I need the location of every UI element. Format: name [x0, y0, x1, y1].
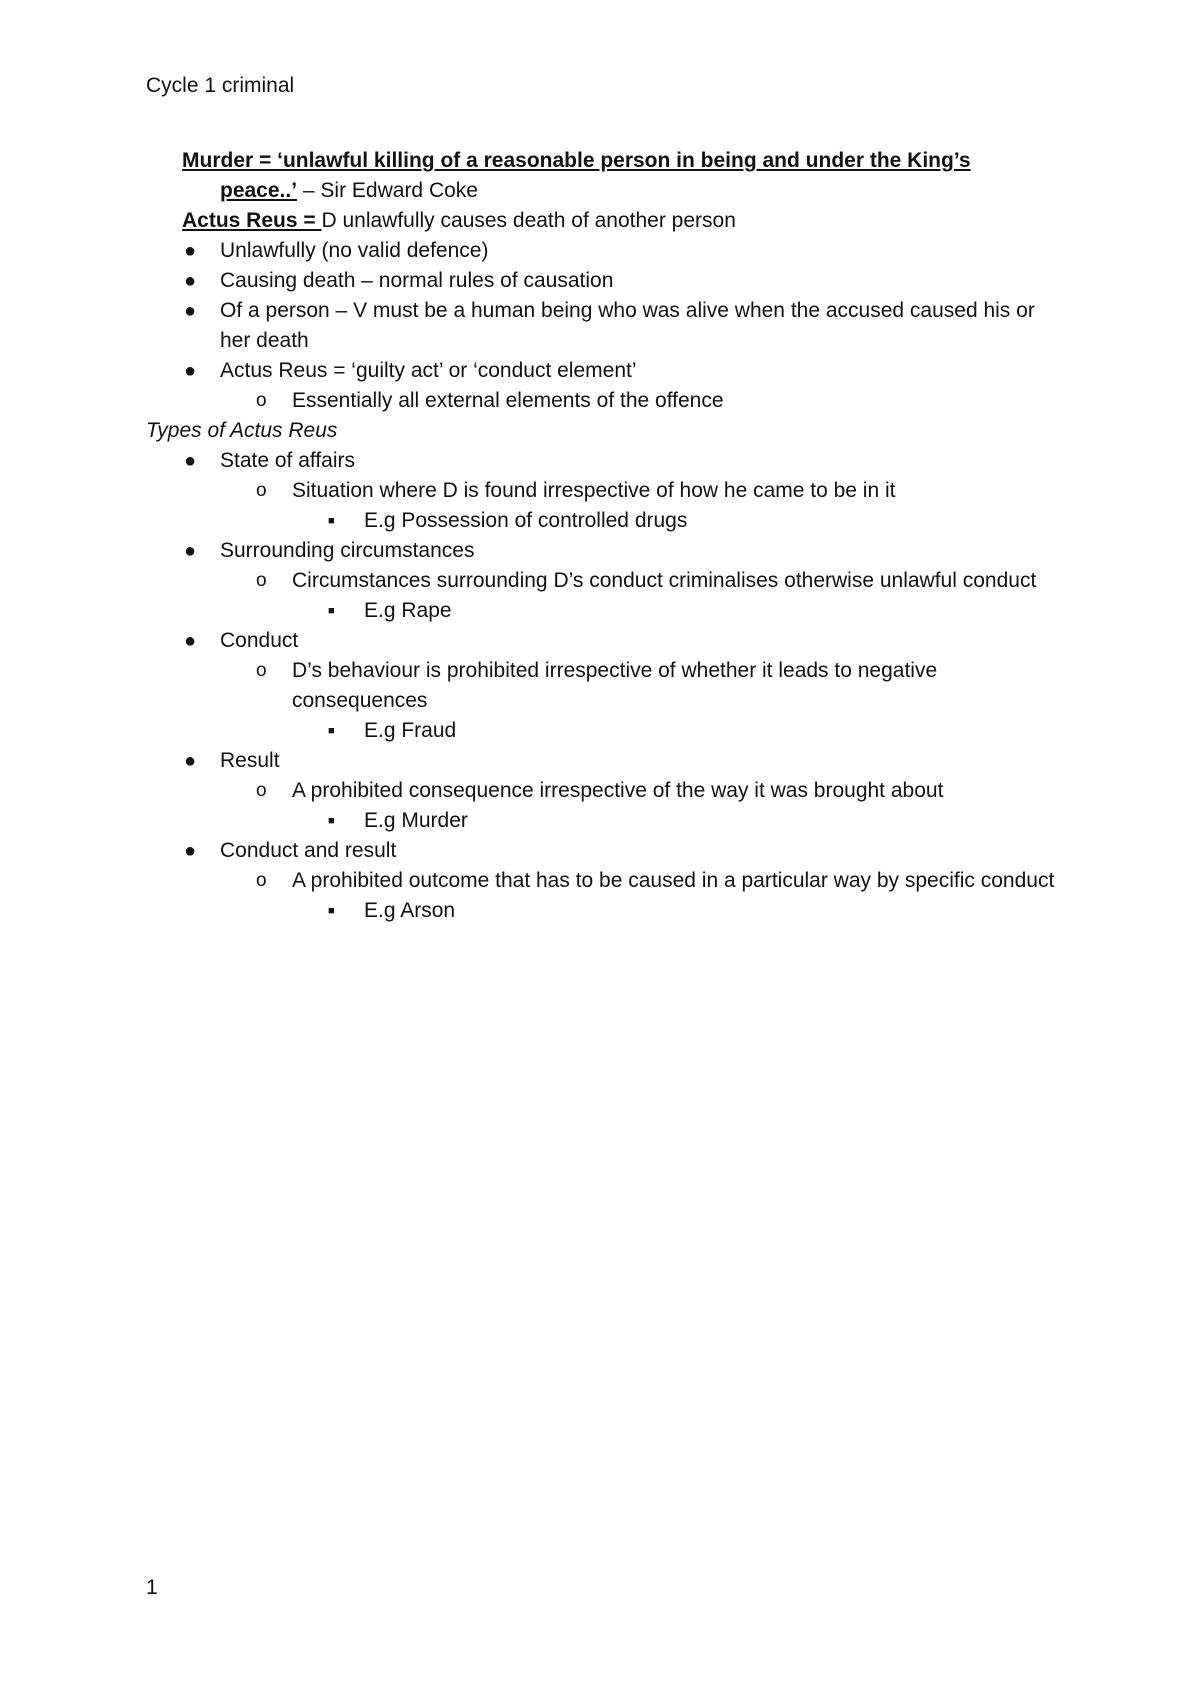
list-subitem: o Circumstances surrounding D’s conduct criminalises otherwise unlawful conduct	[182, 566, 1062, 596]
list-item: ● State of affairs	[182, 446, 1062, 476]
murder-definition	[182, 146, 1062, 176]
bullet-icon: ●	[184, 540, 197, 562]
list-item: ● Result	[182, 746, 1062, 776]
list-subitem: o A prohibited consequence irrespective of the way it was brought about	[182, 776, 1062, 806]
bullet-icon: ●	[184, 300, 197, 322]
murder-definition-continued	[182, 176, 1062, 206]
list-item: ● Surrounding circumstances	[182, 536, 1062, 566]
list-example: ■ E.g Murder	[182, 806, 1062, 836]
list-item: ● Of a person – V must be a human being who was alive when the accused caused his or her death	[182, 296, 1062, 356]
actus-reus-text: D unlawfully causes death of another person	[321, 209, 736, 232]
square-bullet-icon: ■	[328, 815, 335, 827]
document-body	[146, 146, 1062, 926]
list-item: ● Actus Reus = ‘guilty act’ or ‘conduct element’	[182, 356, 1062, 386]
circle-bullet-icon: o	[256, 660, 267, 681]
square-bullet-icon: ■	[328, 725, 335, 737]
list-item: ● Conduct	[182, 626, 1062, 656]
list-subitem: o Situation where D is found irrespective of how he came to be in it	[182, 476, 1062, 506]
list-item: ● Causing death – normal rules of causation	[182, 266, 1062, 296]
actus-reus-definition	[182, 206, 1062, 236]
circle-bullet-icon: o	[256, 870, 267, 891]
types-heading: Types of Actus Reus	[146, 419, 338, 442]
murder-definition-end: peace..’	[220, 179, 298, 202]
bullet-icon: ●	[184, 750, 197, 772]
actus-reus-label: Actus Reus =	[182, 209, 322, 232]
list-item: ● Unlawfully (no valid defence)	[182, 236, 1062, 266]
bullet-icon: ●	[184, 630, 197, 652]
list-item: ● Conduct and result	[182, 836, 1062, 866]
list-example: ■ E.g Rape	[182, 596, 1062, 626]
list-subitem: o A prohibited outcome that has to be caused in a particular way by specific conduct	[182, 866, 1062, 896]
bullet-icon: ●	[184, 450, 197, 472]
list-subitem: o D’s behaviour is prohibited irrespective of whether it leads to negative consequences	[182, 656, 1062, 716]
attribution: – Sir Edward Coke	[297, 179, 478, 202]
page-header: Cycle 1 criminal	[146, 74, 295, 97]
list-example: ■ E.g Possession of controlled drugs	[182, 506, 1062, 536]
square-bullet-icon: ■	[328, 605, 335, 617]
circle-bullet-icon: o	[256, 480, 267, 501]
square-bullet-icon: ■	[328, 515, 335, 527]
circle-bullet-icon: o	[256, 390, 267, 411]
list-example: ■ E.g Arson	[182, 896, 1062, 926]
types-list	[182, 446, 1062, 926]
actus-reus-list	[182, 236, 1062, 416]
bullet-icon: ●	[184, 360, 197, 382]
bullet-icon: ●	[184, 240, 197, 262]
circle-bullet-icon: o	[256, 780, 267, 801]
list-example: ■ E.g Fraud	[182, 716, 1062, 746]
bullet-icon: ●	[184, 840, 197, 862]
page-number: 1	[146, 1576, 158, 1599]
bullet-icon: ●	[184, 270, 197, 292]
circle-bullet-icon: o	[256, 570, 267, 591]
list-subitem: o Essentially all external elements of the offence	[182, 386, 1062, 416]
square-bullet-icon: ■	[328, 905, 335, 917]
murder-definition-text: Murder = ‘unlawful killing of a reasonable person in being and under the King’s	[182, 149, 971, 172]
